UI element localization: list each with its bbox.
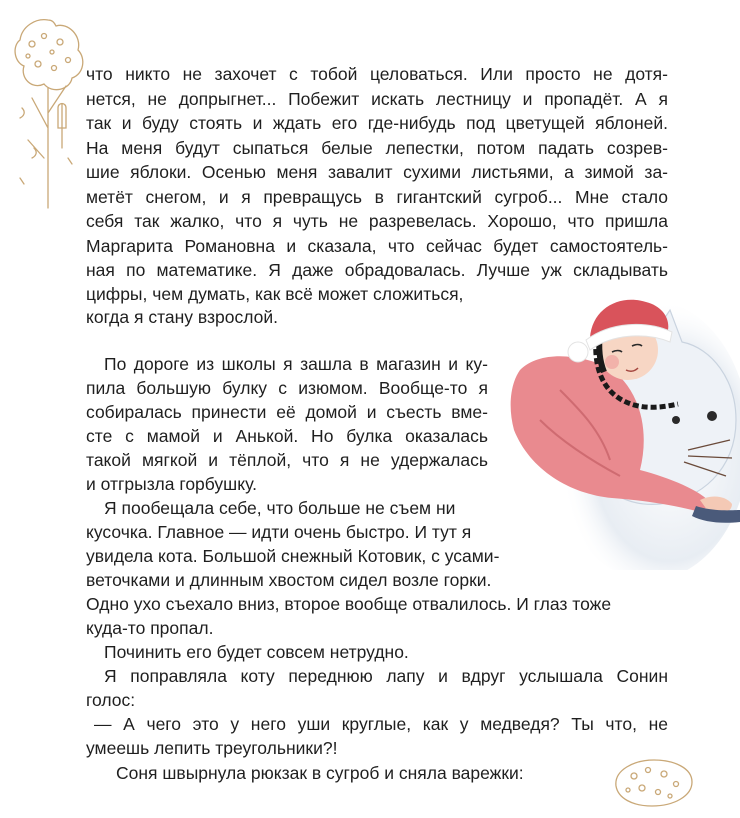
- text-line: куда-то пропал.: [86, 618, 214, 638]
- text-line: Соня швырнула рюкзак в сугроб и сняла варежки:: [116, 763, 524, 783]
- text-line: шие яблоки. Осенью меня завалит сухими листьями, а зимой за-: [86, 162, 668, 182]
- text-line: Починить его будет совсем нетрудно.: [104, 642, 409, 662]
- text-line: Я пообещала себе, что больше не съем ни: [104, 498, 456, 518]
- text-line: цифры, чем думать, как всё может сложиться,: [86, 284, 464, 304]
- text-line: нется, не допрыгнет... Побежит искать лестницу и пропадёт. А я: [86, 89, 668, 109]
- girl-hugging-snow-cat-illustration: [500, 280, 740, 570]
- text-line: так и буду стоять и ждать его где-нибудь под цветущей яблоней.: [86, 113, 668, 133]
- text-line: На меня будут сыпаться белые лепестки, потом падать созрев-: [86, 138, 668, 158]
- text-line: Я поправляла коту переднюю лапу и вдруг услышала Сонин: [104, 666, 668, 686]
- text-line: кусочка. Главное — идти очень быстро. И тут я: [86, 522, 472, 542]
- text-line: — А чего это у него уши круглые, как у медведя? Ты что, не: [94, 714, 668, 734]
- text-line: Одно ухо съехало вниз, второе вообще отвалилось. И глаз тоже: [86, 594, 612, 614]
- text-line: увидела кота. Большой снежный Котовик, с усами-: [86, 546, 500, 566]
- text-line: сте с мамой и Анькой. Но булка оказалась: [86, 426, 488, 446]
- text-line: собиралась принести её домой и съесть вме-: [86, 402, 488, 422]
- raisin-bun-sketch: [608, 752, 698, 812]
- tree-sketch-illustration: [8, 8, 88, 218]
- text-line: себя так жалко, что я чуть не разревелась. Хорошо, что пришла: [86, 211, 668, 231]
- text-line: и отгрызла горбушку.: [86, 474, 257, 494]
- text-line: ная по математике. Я даже обрадовалась. Лучше уж складывать: [86, 260, 668, 280]
- text-line: пила большую булку с изюмом. Вообще-то я: [86, 378, 488, 398]
- text-line: что никто не захочет с тобой целоваться. Или просто не дотя-: [86, 64, 668, 84]
- text-line: веточками и длинным хвостом сидел возле горки.: [86, 570, 492, 590]
- text-line: умеешь лепить треугольники?!: [86, 738, 338, 758]
- text-line: когда я стану взрослой.: [86, 307, 279, 327]
- text-line: голос:: [86, 690, 136, 710]
- text-line: По дороге из школы я зашла в магазин и ку-: [104, 354, 488, 374]
- text-line: метёт снегом, и я превращусь в гигантский сугроб... Мне стало: [86, 187, 668, 207]
- text-line: Маргарита Романовна и сказала, что сейчас будет самостоятель-: [86, 236, 668, 256]
- text-line: такой мягкой и тёплой, что я не удержалась: [86, 450, 488, 470]
